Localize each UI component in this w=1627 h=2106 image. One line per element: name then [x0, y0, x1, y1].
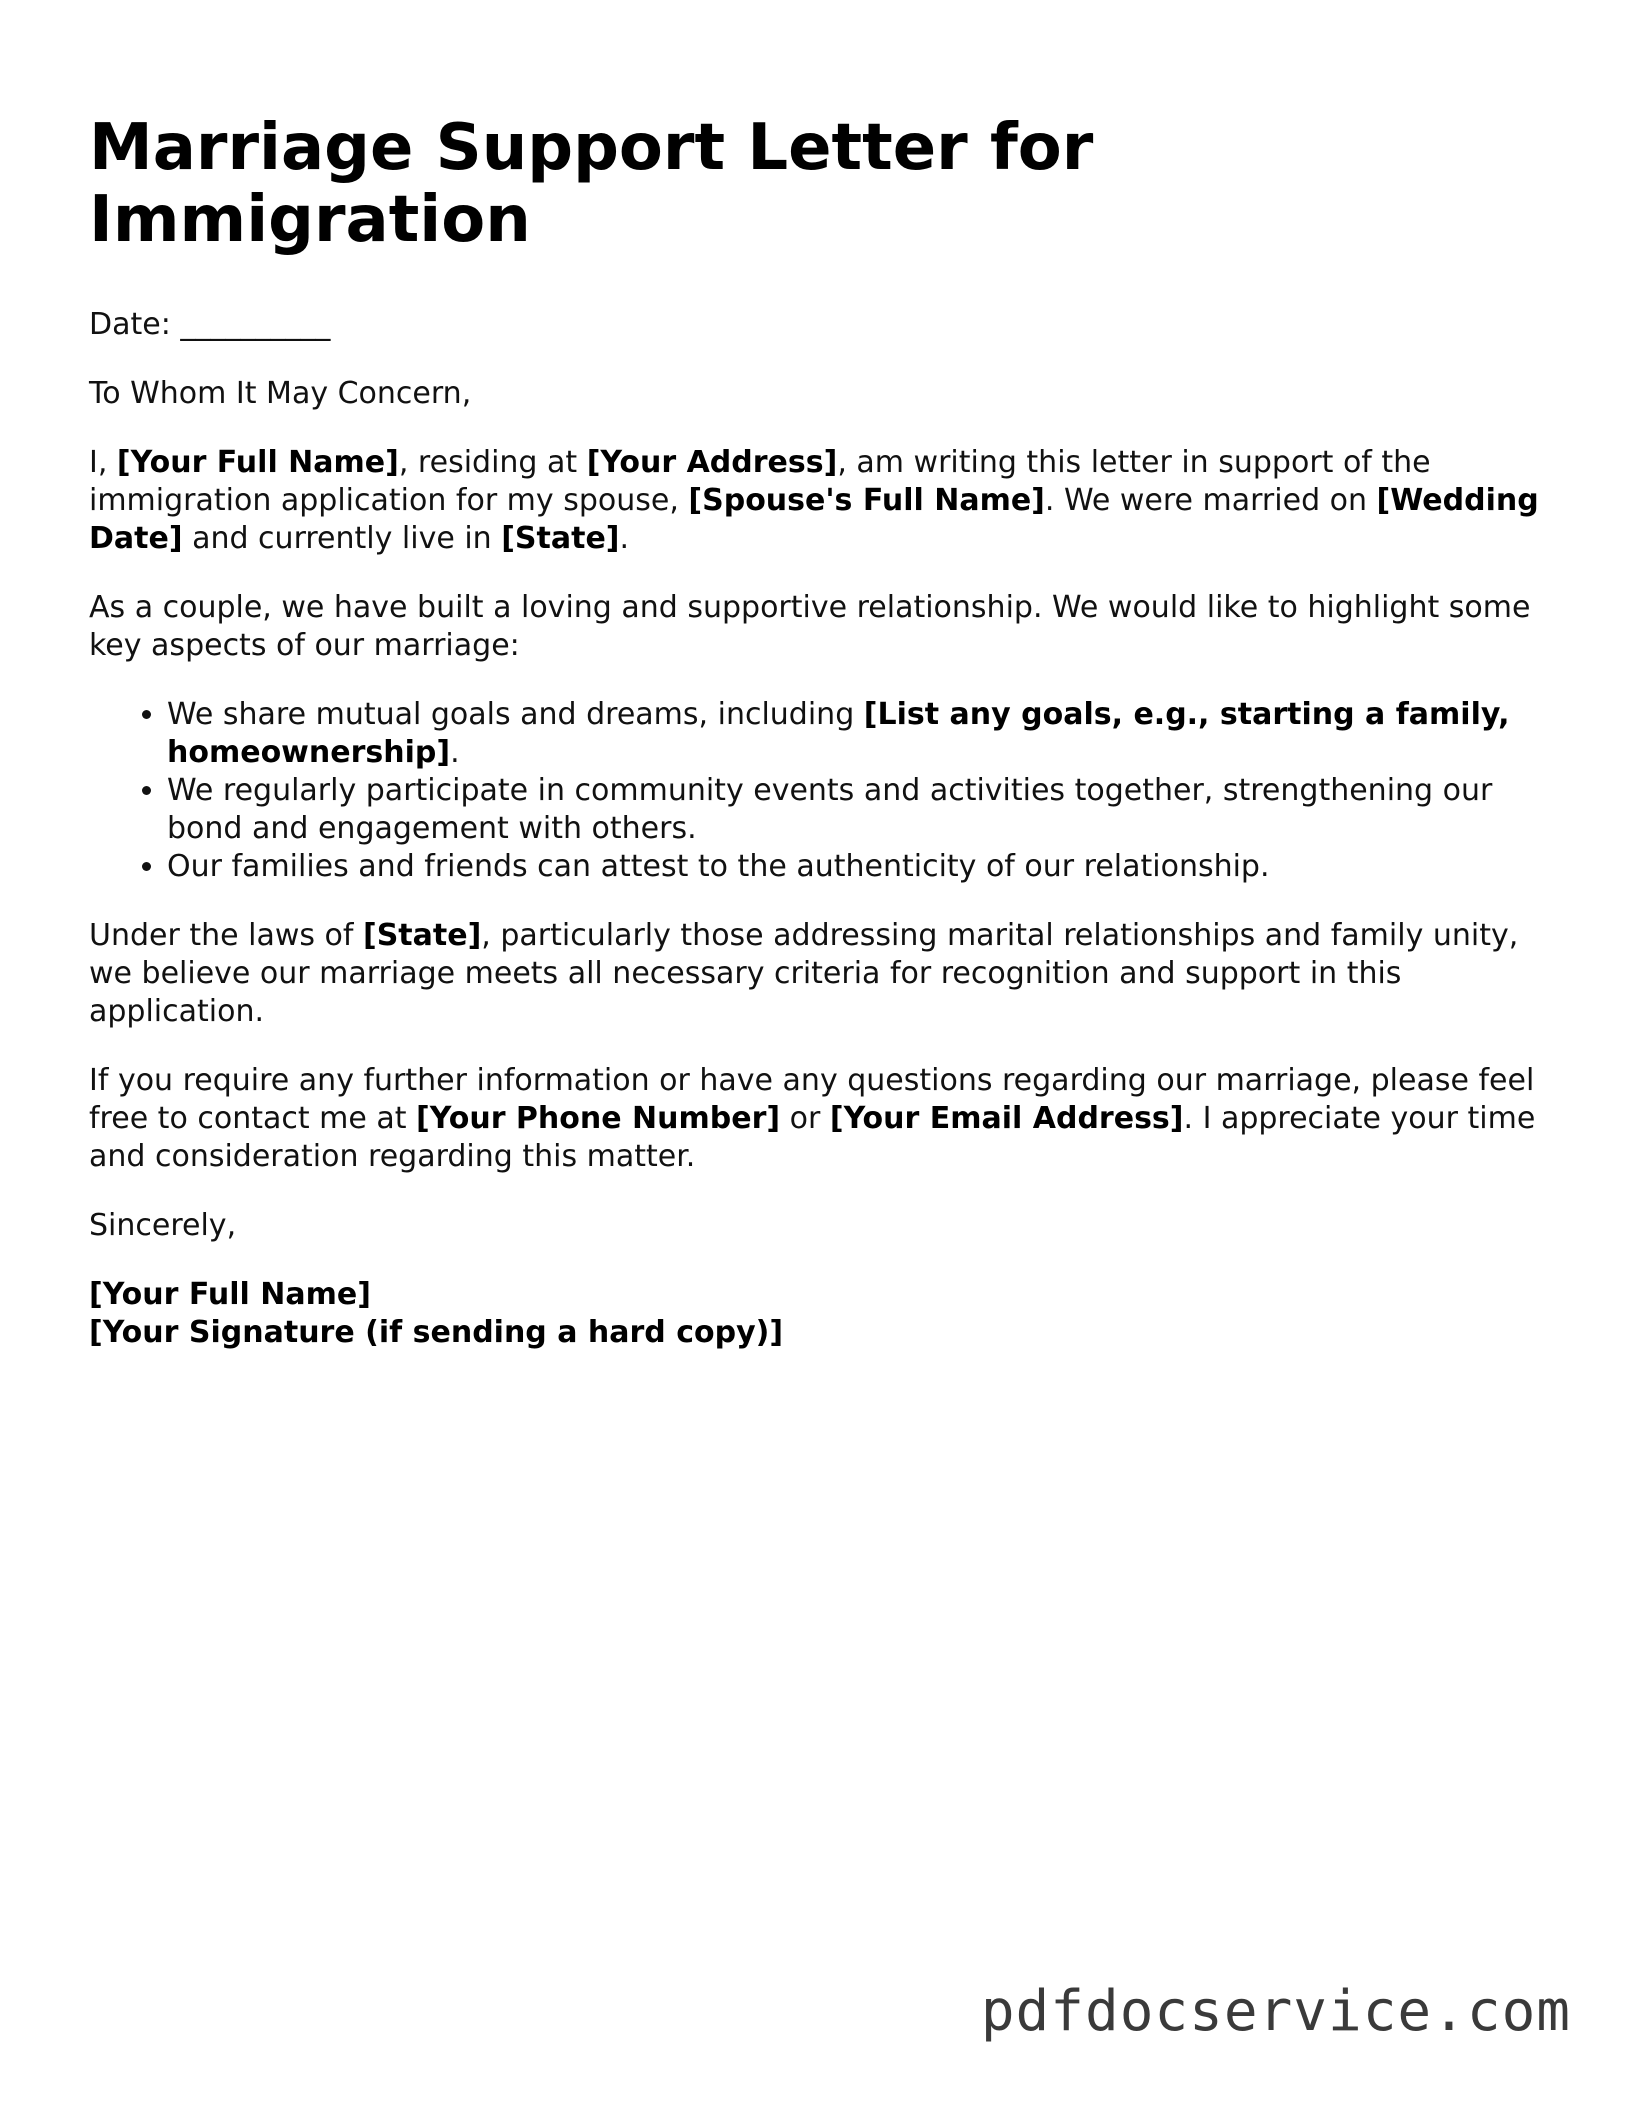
- signature-line: [Your Signature (if sending a hard copy)]: [89, 1315, 784, 1350]
- intro-text-4: . We were married on: [1044, 483, 1377, 518]
- laws-paragraph: [89, 917, 1539, 1031]
- placeholder-state: [State]: [501, 521, 620, 556]
- salutation: To Whom It May Concern,: [89, 376, 472, 411]
- laws-text-2: , particularly those addressing marital relationships and family unity, we believe our marriage meets all necessary criteria for recognition and support in this application.: [89, 918, 1519, 1029]
- placeholder-goals: [List any goals, e.g., starting a family, homeownership]: [167, 697, 1510, 770]
- placeholder-wedding-date: [Wedding Date]: [89, 483, 1539, 556]
- placeholder-state: [State]: [362, 918, 482, 953]
- intro-paragraph: [89, 444, 1539, 558]
- contact-text-1: If you require any further information or have any questions regarding our marriage, please feel free to contact me at: [89, 1063, 1535, 1136]
- marriage-aspects-list: [89, 696, 1539, 886]
- laws-text-1: Under the laws of: [89, 918, 363, 953]
- placeholder-spouse-name: [Spouse's Full Name]: [688, 483, 1045, 518]
- contact-text-2: or: [780, 1101, 830, 1136]
- letter-page: [89, 112, 1539, 1352]
- date-line: Date: __________: [89, 307, 331, 342]
- list-item: [167, 696, 1539, 772]
- placeholder-full-name: [Your Full Name]: [116, 445, 399, 480]
- list-item: • Our families and friends can attest to the authenticity of our relationship.: [167, 848, 1539, 886]
- placeholder-email: [Your Email Address]: [829, 1101, 1184, 1136]
- intro-text-6: .: [619, 521, 630, 556]
- contact-text-3: . I appreciate your time and consideration regarding this matter.: [89, 1101, 1536, 1174]
- list-item: • We regularly participate in community events and activities together, strengthening our bond and engagement with others.: [167, 772, 1539, 848]
- relationship-paragraph: As a couple, we have built a loving and supportive relationship. We would like to highlight some key aspects of our marriage:: [89, 590, 1531, 663]
- signature-block: [89, 1276, 1539, 1352]
- watermark: pdfdocservice.com: [980, 1979, 1571, 2044]
- contact-paragraph: [89, 1062, 1539, 1176]
- intro-text-3: , am writing this letter in support of the immigration application for my spouse,: [89, 445, 1431, 518]
- intro-text-5: and currently live in: [182, 521, 502, 556]
- document-title: Marriage Support Letter for Immigration: [89, 111, 1094, 257]
- signature-name: [Your Full Name]: [89, 1277, 371, 1312]
- intro-text-1: I,: [89, 445, 117, 480]
- intro-text-2: , residing at: [398, 445, 587, 480]
- placeholder-address: [Your Address]: [586, 445, 838, 480]
- placeholder-phone: [Your Phone Number]: [416, 1101, 781, 1136]
- list-item-end: .: [450, 735, 460, 770]
- closing: Sincerely,: [89, 1208, 237, 1243]
- list-item-text: We share mutual goals and dreams, including: [167, 697, 864, 732]
